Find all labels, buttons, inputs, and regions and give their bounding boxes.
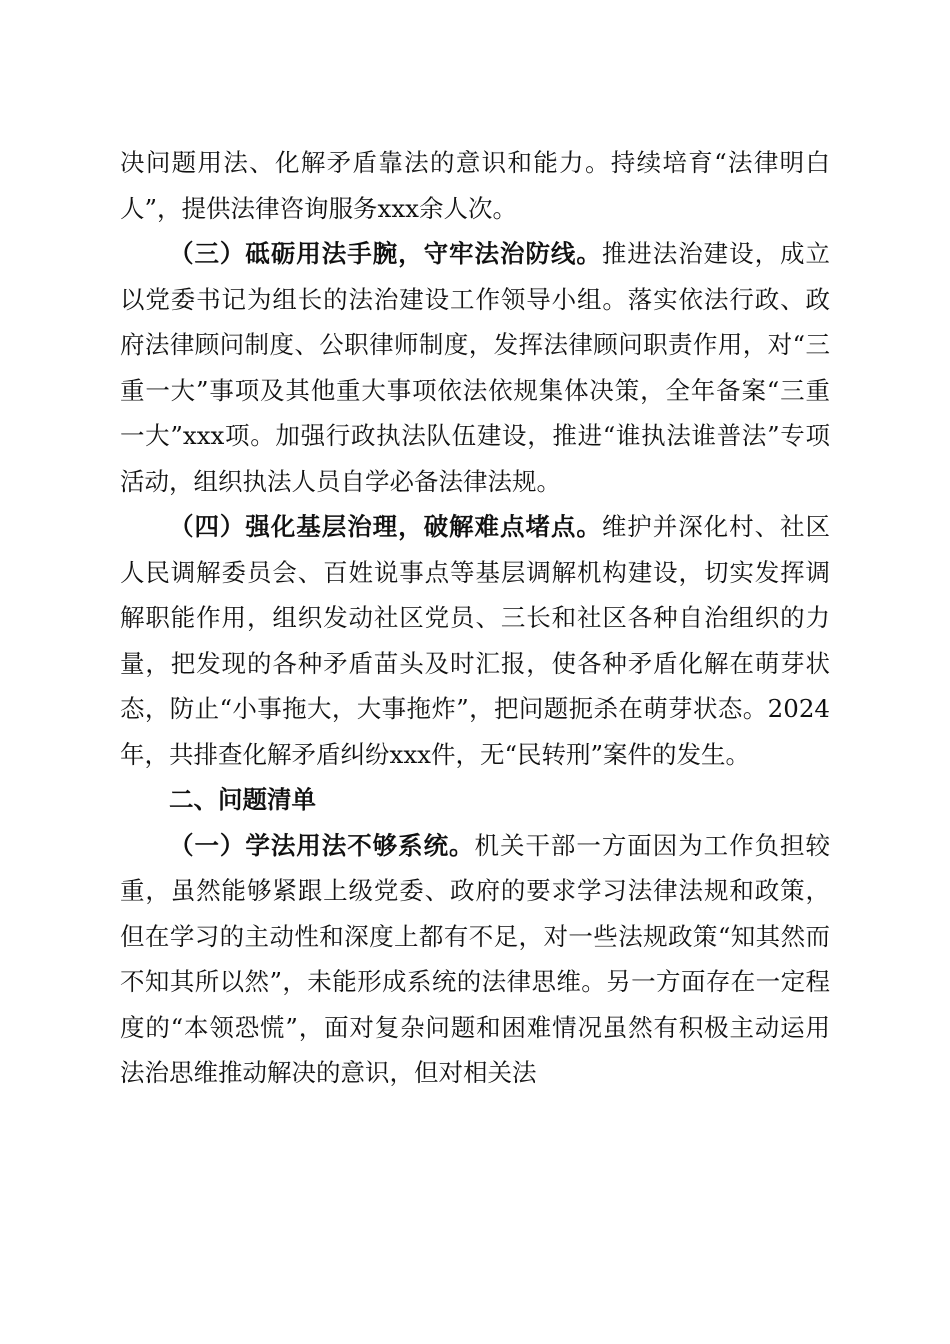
- section-4-lead: （四）强化基层治理，破解难点堵点。: [169, 512, 602, 541]
- section-4-body: 维护并深化村、社区人民调解委员会、百姓说事点等基层调解机构建设，切实发挥调解职能作用，组织发动社区党员、三长和社区各种自治组织的力量，把发现的各种矛盾苗头及时汇报，使各种矛盾化解在萌芽状态，防止“小事拖大，大事拖炸”，把问题扼杀在萌芽状态。2024年，共排查化解矛盾纠纷xxx件，无“民转刑”案件的发生。: [120, 512, 831, 769]
- continuation-text: 决问题用法、化解矛盾靠法的意识和能力。持续培育“法律明白人”，提供法律咨询服务xxx余人次。: [120, 148, 830, 223]
- document-body: [120, 140, 830, 1096]
- problem-1-lead: （一）学法用法不够系统。: [169, 830, 475, 860]
- section-heading-problems: 二、问题清单: [169, 785, 316, 814]
- problem-1-body: 机关干部一方面因为工作负担较重，虽然能够紧跟上级党委、政府的要求学习法律法规和政策，但在学习的主动性和深度上都有不足，对一些法规政策“知其然而不知其所以然”，未能形成系统的法律思维。另一方面存在一定程度的“本领恐慌”，面对复杂问题和困难情况虽然有积极主动运用法治思维推动解决的意识，但对相关法: [120, 830, 831, 1087]
- continuation-paragraph: [120, 140, 830, 231]
- section-3-body: 推进法治建设，成立以党委书记为组长的法治建设工作领导小组。落实依法行政、政府法律顾问制度、公职律师制度，发挥法律顾问职责作用，对“三重一大”事项及其他重大事项依法依规集体决策，全年备案“三重一大”xxx项。加强行政执法队伍建设，推进“谁执法谁普法”专项活动，组织执法人员自学必备法律法规。: [120, 239, 831, 496]
- section-3-paragraph: [120, 231, 830, 504]
- section-3-lead: （三）砥砺用法手腕，守牢法治防线。: [169, 239, 602, 268]
- section-4-paragraph: [120, 504, 830, 777]
- problem-1-paragraph: [120, 823, 830, 1096]
